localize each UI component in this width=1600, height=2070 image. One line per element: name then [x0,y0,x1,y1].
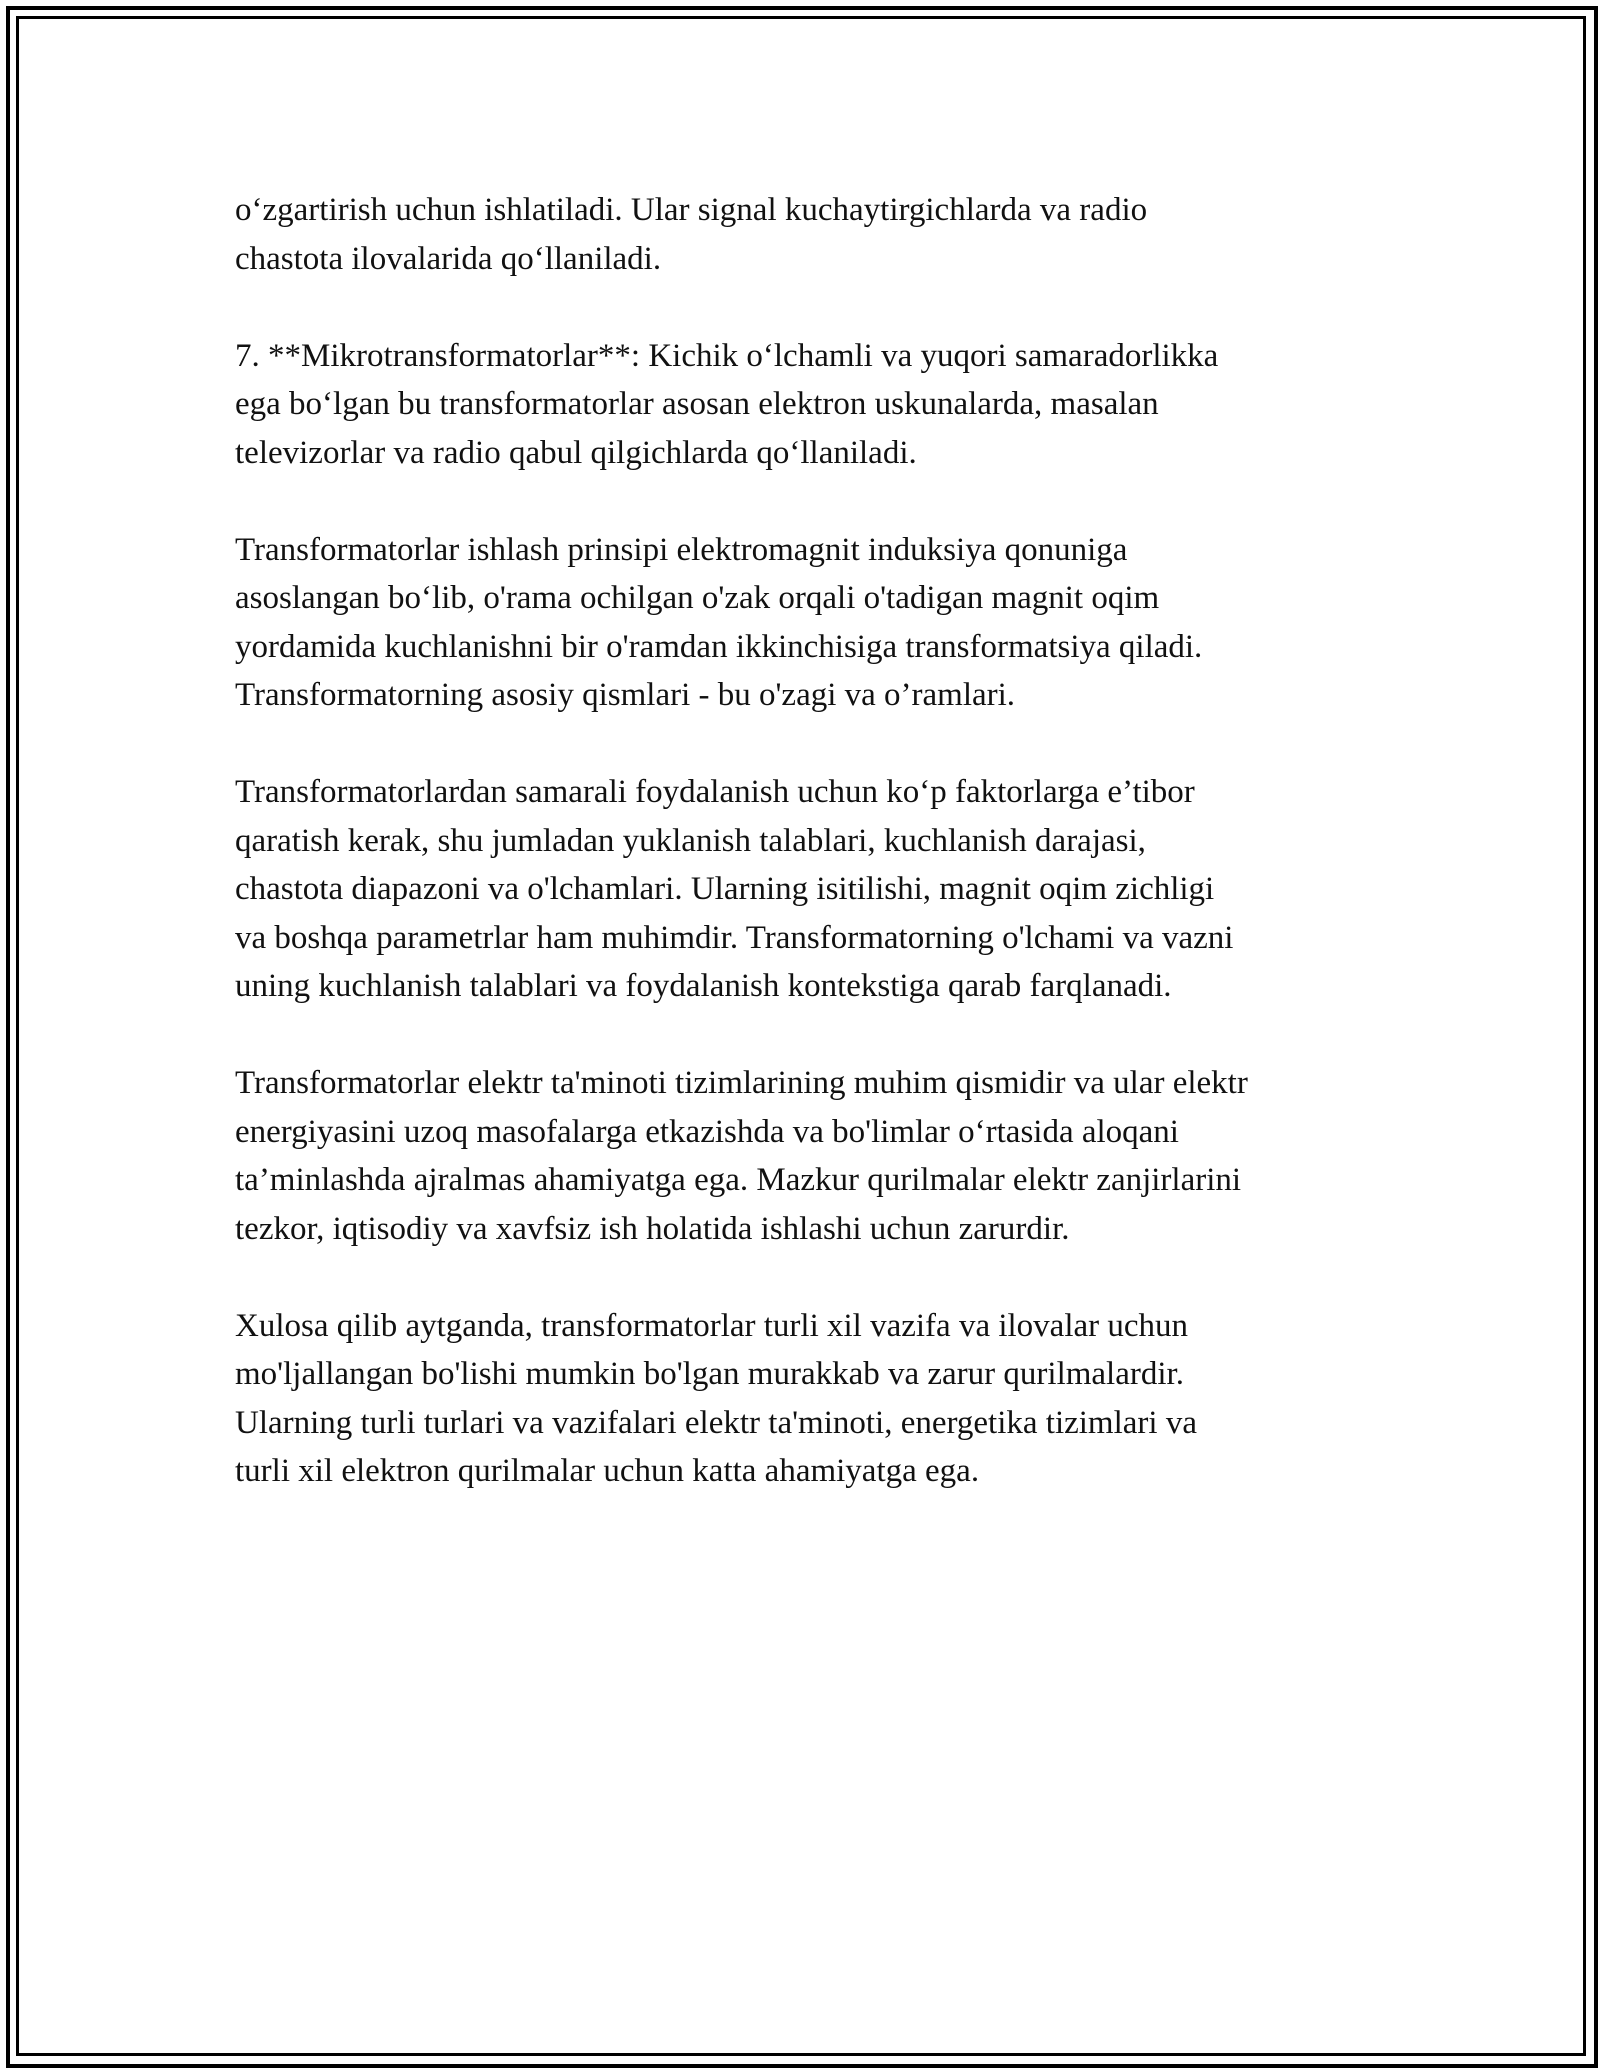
text-line: asoslangan bo‘lib, o'rama ochilgan o'zak orqali o'tadigan magnit oqim [235,580,1160,616]
document-body [235,186,1375,1544]
text-line: Transformatorlardan samarali foydalanish uchun ko‘p faktorlarga e’tibor [235,774,1195,810]
text-line: uning kuchlanish talablari va foydalanish kontekstiga qarab farqlanadi. [235,968,1172,1004]
text-line: Transformatorning asosiy qismlari - bu o'zagi va o’ramlari. [235,677,1016,713]
text-line: Transformatorlar ishlash prinsipi elektromagnit induksiya qonuniga [235,531,1128,568]
text-line: ta’minlashda ajralmas ahamiyatga ega. Mazkur qurilmalar elektr zanjirlarini [235,1162,1242,1198]
paragraph-efficient-use [235,768,1375,1011]
text-line: Xulosa qilib aytganda, transformatorlar turli xil vazifa va ilovalar uchun [235,1307,1189,1344]
paragraph-mikrotransformatorlar [235,332,1375,478]
text-line: ega bo‘lgan bu transformatorlar asosan elektron uskunalarda, masalan [235,386,1159,422]
text-line: 7. **Mikrotransformatorlar**: Kichik o‘lchamli va yuqori samaradorlikka [235,337,1219,374]
text-line: chastota diapazoni va o'lchamlari. Ularning isitilishi, magnit oqim zichligi [235,871,1215,907]
text-line: qaratish kerak, shu jumladan yuklanish talablari, kuchlanish darajasi, [235,822,1146,859]
text-line: chastota ilovalarida qo‘llaniladi. [235,240,662,277]
text-line: Ularning turli turlari va vazifalari elektr ta'minoti, energetika tizimlari va [235,1404,1197,1441]
text-line: Transformatorlar elektr ta'minoti tizimlarining muhim qismidir va ular elektr [235,1065,1248,1101]
text-line: turli xil elektron qurilmalar uchun katta ahamiyatga ega. [235,1453,980,1489]
text-line: mo'ljallangan bo'lishi mumkin bo'lgan murakkab va zarur qurilmalardir. [235,1356,1184,1392]
text-line: televizorlar va radio qabul qilgichlarda qo‘llaniladi. [235,434,917,471]
paragraph-power-systems [235,1059,1375,1253]
text-line: tezkor, iqtisodiy va xavfsiz ish holatida ishlashi uchun zarurdir. [235,1210,1070,1247]
paragraph-continuation [235,186,1375,283]
paragraph-conclusion [235,1302,1375,1496]
text-line: o‘zgartirish uchun ishlatiladi. Ular signal kuchaytirgichlarda va radio [235,192,1148,228]
text-line: yordamida kuchlanishni bir o'ramdan ikkinchisiga transformatsiya qiladi. [235,628,1203,665]
paragraph-working-principle [235,526,1375,720]
text-line: energiyasini uzoq masofalarga etkazishda va bo'limlar o‘rtasida aloqani [235,1113,1179,1150]
text-line: va boshqa parametrlar ham muhimdir. Transformatorning o'lchami va vazni [235,919,1234,956]
